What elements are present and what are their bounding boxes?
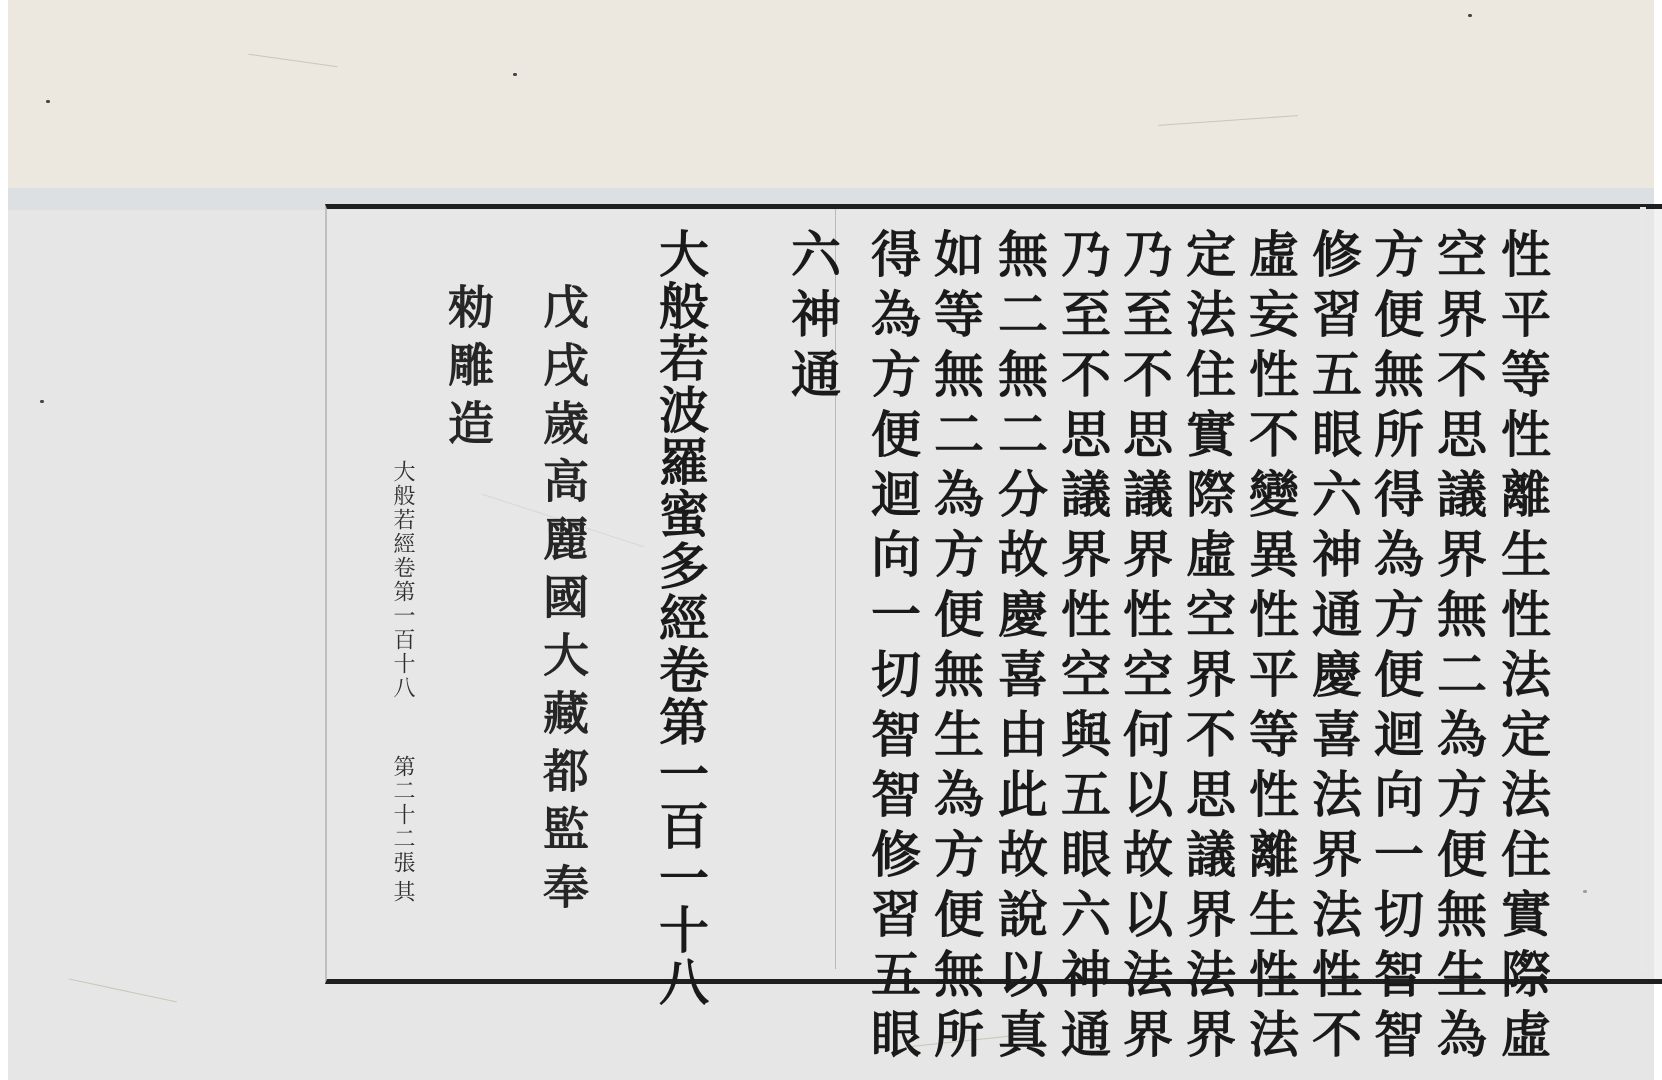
marginal-sheet-number: 第二十二張	[390, 755, 415, 875]
text-column-10: 如等無二為方便無生為方便無所	[926, 228, 985, 1068]
text-column-1: 性平等性離生性法定法住實際虛	[1493, 228, 1552, 1068]
text-column-4: 修習五眼六神通慶喜法界法性不	[1304, 228, 1363, 1068]
paper-speck	[46, 100, 50, 103]
text-column-12: 六神通	[783, 228, 842, 408]
text-column-2: 空界不思議界無二為方便無生為	[1429, 228, 1488, 1068]
colophon-line-1: 戊戌歲高麗國大藏都監奉	[536, 283, 590, 921]
paper-speck	[40, 400, 44, 403]
text-column-6: 定法住實際虛空界不思議界法界	[1178, 228, 1237, 1068]
paper-fiber	[248, 54, 337, 68]
print-frame-edge	[1640, 207, 1646, 973]
colophon-line-2: 勑雕造	[441, 283, 495, 457]
text-column-8: 乃至不思議界性空與五眼六神通	[1053, 228, 1112, 1068]
text-column-3: 方便無所得為方便迴向一切智智	[1366, 228, 1425, 1068]
text-column-5: 虛妄性不變異性平等性離生性法	[1241, 228, 1300, 1068]
marginal-carver-mark: 其	[390, 880, 415, 904]
text-column-11: 得為方便迴向一切智智修習五眼	[863, 228, 922, 1068]
sutra-title: 大般若波羅蜜多經卷第一百一十八	[651, 228, 710, 1008]
paper-speck	[1468, 14, 1472, 17]
text-column-7: 乃至不思議界性空何以故以法界	[1115, 228, 1174, 1068]
paper-fiber	[1158, 115, 1298, 126]
text-column-9: 無二無二分故慶喜由此故說以真	[990, 228, 1049, 1068]
marginal-label: 大般若經卷第一百十八	[390, 460, 415, 700]
paper-speck	[513, 73, 517, 76]
